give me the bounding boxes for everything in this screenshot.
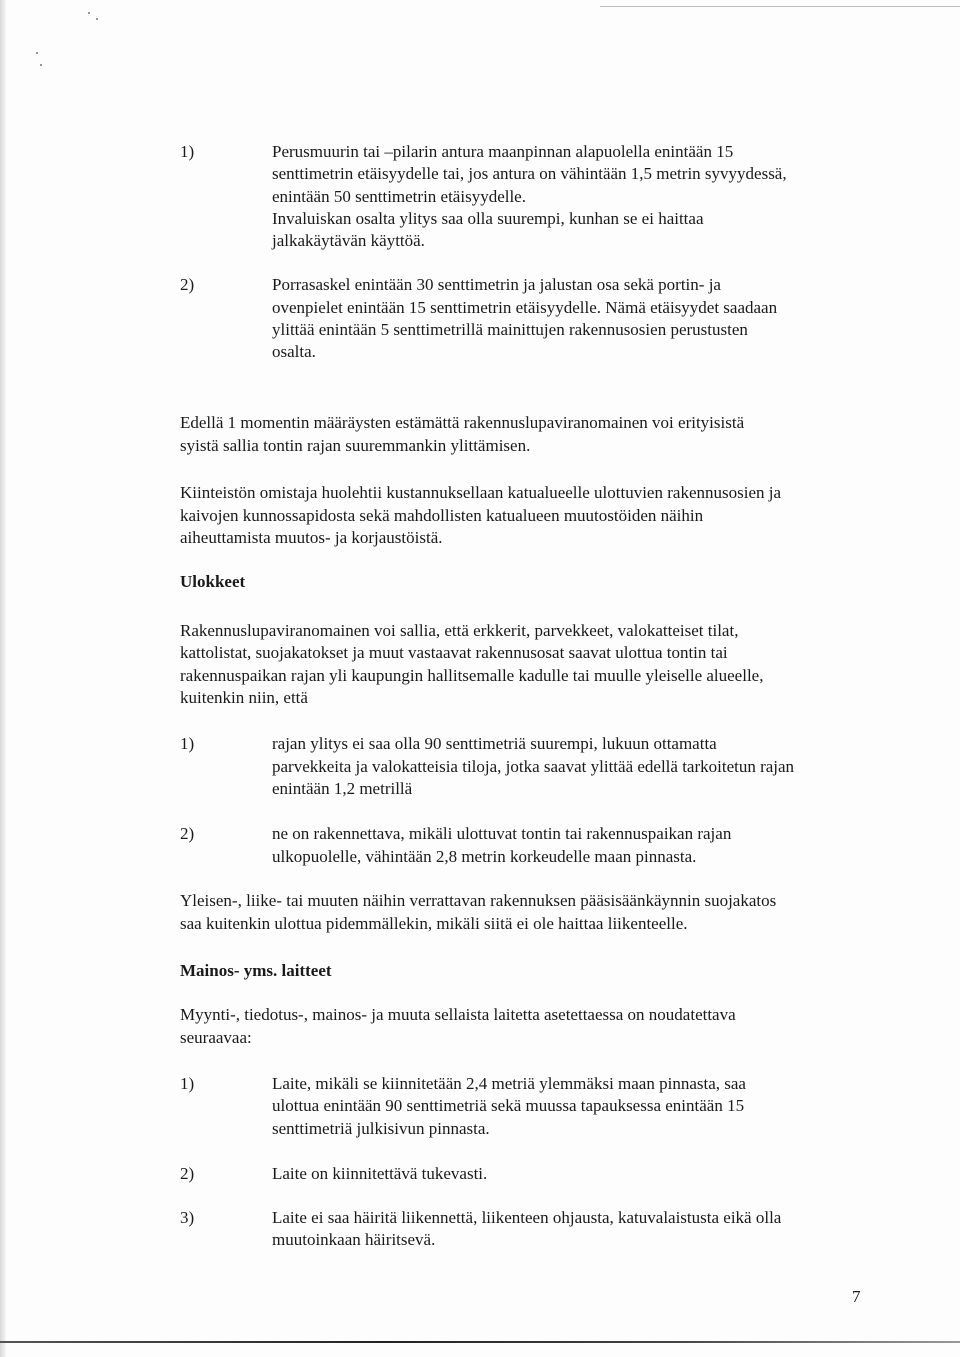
list-item-line: ne on rakennettava, mikäli ulottuvat tontin tai rakennuspaikan rajan: [272, 824, 732, 843]
paragraph-line: Rakennuslupaviranomainen voi sallia, että erkkerit, parvekkeet, valokatteiset tilat,: [180, 621, 739, 640]
paragraph-line: aiheuttamista muutos- ja korjaustöistä.: [180, 528, 443, 547]
list-item-number: 1): [180, 734, 195, 753]
list-item-line: rajan ylitys ei saa olla 90 senttimetriä suurempi, lukuun ottamatta: [272, 734, 717, 753]
paragraph-line: Myynti-, tiedotus-, mainos- ja muuta sellaista laitetta asetettaessa on noudatettava: [180, 1005, 736, 1024]
list-item-line: Invaluiskan osalta ylitys saa olla suurempi, kunhan se ei haittaa: [272, 209, 704, 228]
list-item-line: Perusmuurin tai –pilarin antura maanpinnan alapuolella enintään 15: [272, 142, 734, 161]
scan-speck: [40, 64, 42, 66]
paragraph-line: kaivojen kunnossapidosta sekä mahdollisten katualueen muutostöiden näihin: [180, 506, 704, 525]
scan-speck: [96, 18, 98, 20]
list-item-number: 2): [180, 275, 195, 294]
scan-edge: [0, 0, 6, 1357]
paragraph-line: seuraavaa:: [180, 1028, 252, 1047]
paragraph-line: rakennuspaikan rajan yli kaupungin hallitsemalle kadulle tai muulle yleiselle alueelle,: [180, 666, 764, 685]
list-item-line: parvekkeita ja valokatteisia tiloja, jotka saavat ylittää edellä tarkoitetun rajan: [272, 757, 795, 776]
list-item-number: 2): [180, 824, 195, 843]
list-item-line: enintään 1,2 metrillä: [272, 779, 413, 798]
list-item-number: 1): [180, 142, 195, 161]
paragraph-line: saa kuitenkin ulottua pidemmällekin, mikäli siitä ei ole haittaa liikenteelle.: [180, 914, 688, 933]
list-item-line: senttimetriä julkisivun pinnasta.: [272, 1119, 490, 1138]
paragraph-line: Kiinteistön omistaja huolehtii kustannuksellaan katualueelle ulottuvien rakennusosien ja: [180, 483, 782, 502]
section-heading: Mainos- yms. laitteet: [180, 961, 332, 980]
scan-speck: [88, 12, 90, 14]
paragraph-line: kuitenkin niin, että: [180, 688, 308, 707]
list-item-line: Laite, mikäli se kiinnitetään 2,4 metriä ylemmäksi maan pinnasta, saa: [272, 1074, 746, 1093]
list-item-line: osalta.: [272, 342, 316, 361]
paragraph-line: Yleisen-, liike- tai muuten näihin verrattavan rakennuksen pääsisäänkäynnin suojakatos: [180, 891, 777, 910]
list-item-line: ulkopuolelle, vähintään 2,8 metrin korkeudelle maan pinnasta.: [272, 847, 697, 866]
list-item-number: 2): [180, 1164, 195, 1183]
section-heading: Ulokkeet: [180, 572, 246, 591]
list-item-line: jalkakäytävän käyttöä.: [272, 231, 425, 250]
list-item-line: ulottua enintään 90 senttimetriä sekä muussa tapauksessa enintään 15: [272, 1096, 745, 1115]
scan-top-line: [600, 6, 960, 7]
paragraph-line: Edellä 1 momentin määräysten estämättä rakennuslupaviranomainen voi erityisistä: [180, 413, 745, 432]
list-item-line: Laite ei saa häiritä liikennettä, liikenteen ohjausta, katuvalaistusta eikä olla: [272, 1208, 782, 1227]
list-item-line: ylittää enintään 5 senttimetrillä mainittujen rakennusosien perustusten: [272, 320, 748, 339]
paragraph-line: kattolistat, suojakatokset ja muut vastaavat rakennusosat saavat ulottua tontin tai: [180, 643, 728, 662]
list-item-line: ovenpielet enintään 15 senttimetrin etäisyydelle. Nämä etäisyydet saadaan: [272, 298, 778, 317]
page-number: 7: [852, 1287, 861, 1306]
scan-bottom-line: [0, 1341, 960, 1343]
list-item-line: enintään 50 senttimetrin etäisyydelle.: [272, 187, 526, 206]
list-item-number: 3): [180, 1208, 195, 1227]
list-item-line: Porrasaskel enintään 30 senttimetrin ja jalustan osa sekä portin- ja: [272, 275, 721, 294]
list-item-line: senttimetrin etäisyydelle tai, jos antura on vähintään 1,5 metrin syvyydessä,: [272, 164, 787, 183]
list-item-number: 1): [180, 1074, 195, 1093]
list-item-line: Laite on kiinnitettävä tukevasti.: [272, 1164, 488, 1183]
list-item-line: muutoinkaan häiritsevä.: [272, 1230, 436, 1249]
scan-speck: [36, 52, 38, 54]
paragraph-line: syistä sallia tontin rajan suuremmankin ylittämisen.: [180, 436, 531, 455]
